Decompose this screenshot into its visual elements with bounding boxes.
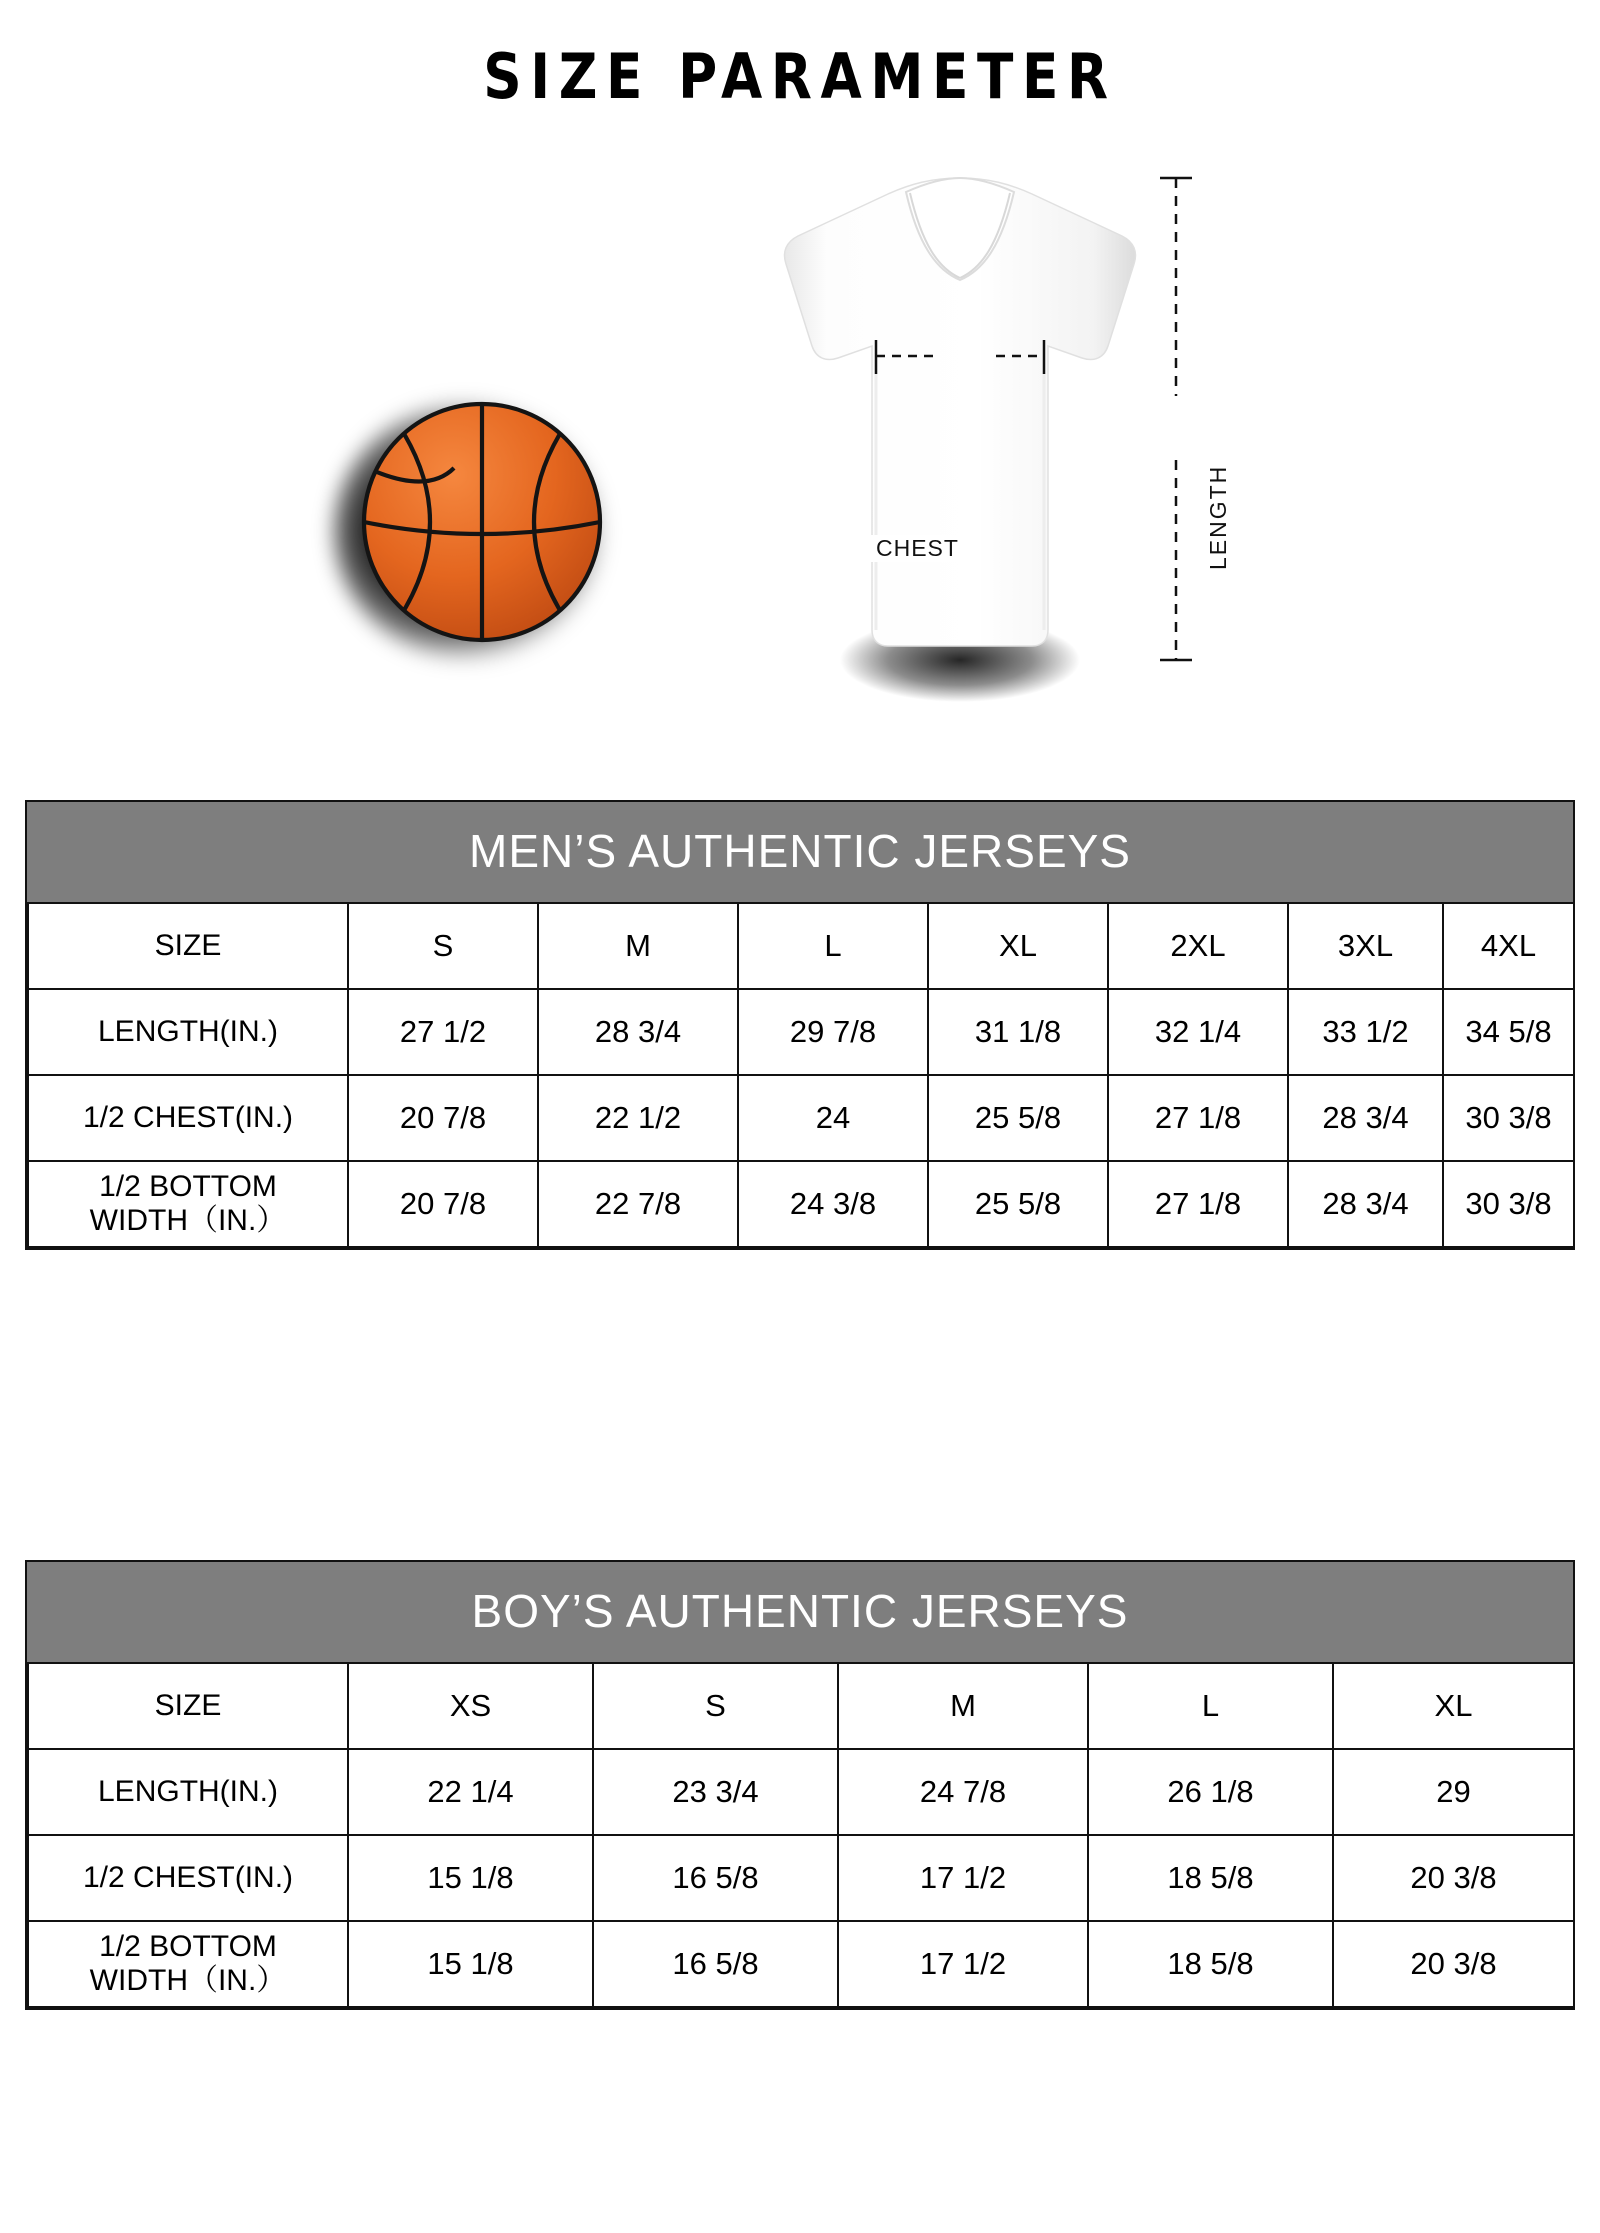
cell: 27 1/8 — [1108, 1161, 1288, 1247]
length-dimension-label: LENGTH — [1205, 464, 1231, 570]
table-row — [28, 1749, 1574, 1835]
cell: 25 5/8 — [928, 1075, 1108, 1161]
row-label-line2: WIDTH（IN.） — [89, 1964, 287, 1997]
cell: 20 7/8 — [348, 1161, 538, 1247]
table-row-header — [28, 903, 1574, 989]
mens-table-grid — [27, 902, 1575, 1248]
jersey-icon — [760, 160, 1160, 740]
basketball-icon — [330, 380, 610, 660]
row-label-half-bottom-width — [28, 1921, 348, 2007]
cell: 22 7/8 — [538, 1161, 738, 1247]
column-header-xs: XS — [348, 1663, 593, 1749]
row-label-half-chest: 1/2 CHEST(IN.) — [28, 1075, 348, 1161]
cell: 22 1/4 — [348, 1749, 593, 1835]
boys-size-table — [25, 1560, 1575, 2010]
column-header-m: M — [538, 903, 738, 989]
cell: 34 5/8 — [1443, 989, 1574, 1075]
page-title: SIZE PARAMETER — [483, 40, 1117, 113]
table-row — [28, 1161, 1574, 1247]
table-row — [28, 989, 1574, 1075]
column-header-3xl: 3XL — [1288, 903, 1443, 989]
cell: 30 3/8 — [1443, 1161, 1574, 1247]
cell: 16 5/8 — [593, 1835, 838, 1921]
table-row — [28, 1075, 1574, 1161]
cell: 16 5/8 — [593, 1921, 838, 2007]
cell: 23 3/4 — [593, 1749, 838, 1835]
row-label-line2: WIDTH（IN.） — [89, 1204, 287, 1237]
row-label-line1: 1/2 BOTTOM — [99, 1930, 277, 1964]
cell: 28 3/4 — [1288, 1161, 1443, 1247]
column-header-s: S — [593, 1663, 838, 1749]
length-measure-line — [1158, 160, 1198, 740]
column-header-2xl: 2XL — [1108, 903, 1288, 989]
column-header-l: L — [738, 903, 928, 989]
illustration-area — [0, 150, 1600, 770]
cell: 24 7/8 — [838, 1749, 1088, 1835]
cell: 29 — [1333, 1749, 1574, 1835]
cell: 30 3/8 — [1443, 1075, 1574, 1161]
column-header-4xl: 4XL — [1443, 903, 1574, 989]
column-header-xl: XL — [1333, 1663, 1574, 1749]
cell: 20 7/8 — [348, 1075, 538, 1161]
row-label-half-bottom-width — [28, 1161, 348, 1247]
row-label-length: LENGTH(IN.) — [28, 1749, 348, 1835]
cell: 31 1/8 — [928, 989, 1108, 1075]
mens-size-table — [25, 800, 1575, 1250]
cell: 17 1/2 — [838, 1835, 1088, 1921]
cell: 26 1/8 — [1088, 1749, 1333, 1835]
basketball-svg — [358, 398, 606, 646]
cell: 17 1/2 — [838, 1921, 1088, 2007]
cell: 27 1/2 — [348, 989, 538, 1075]
row-label-half-chest: 1/2 CHEST(IN.) — [28, 1835, 348, 1921]
cell: 32 1/4 — [1108, 989, 1288, 1075]
cell: 18 5/8 — [1088, 1921, 1333, 2007]
cell: 20 3/8 — [1333, 1921, 1574, 2007]
cell: 15 1/8 — [348, 1835, 593, 1921]
table-row — [28, 1835, 1574, 1921]
jersey-svg — [760, 160, 1160, 740]
cell: 33 1/2 — [1288, 989, 1443, 1075]
column-header-xl: XL — [928, 903, 1108, 989]
table-row-header — [28, 1663, 1574, 1749]
cell: 29 7/8 — [738, 989, 928, 1075]
row-label-line1: 1/2 BOTTOM — [99, 1170, 277, 1204]
cell: 15 1/8 — [348, 1921, 593, 2007]
cell: 22 1/2 — [538, 1075, 738, 1161]
cell: 28 3/4 — [1288, 1075, 1443, 1161]
cell: 20 3/8 — [1333, 1835, 1574, 1921]
cell: 18 5/8 — [1088, 1835, 1333, 1921]
cell: 24 — [738, 1075, 928, 1161]
boys-table-header: BOY’S AUTHENTIC JERSEYS — [27, 1562, 1573, 1662]
cell: 25 5/8 — [928, 1161, 1108, 1247]
column-header-size: SIZE — [28, 1663, 348, 1749]
cell: 27 1/8 — [1108, 1075, 1288, 1161]
column-header-size: SIZE — [28, 903, 348, 989]
mens-table-header: MEN’S AUTHENTIC JERSEYS — [27, 802, 1573, 902]
cell: 24 3/8 — [738, 1161, 928, 1247]
boys-table-grid — [27, 1662, 1575, 2008]
column-header-m: M — [838, 1663, 1088, 1749]
row-label-length: LENGTH(IN.) — [28, 989, 348, 1075]
column-header-l: L — [1088, 1663, 1333, 1749]
column-header-s: S — [348, 903, 538, 989]
chest-dimension-label: CHEST — [870, 535, 965, 562]
cell: 28 3/4 — [538, 989, 738, 1075]
table-row — [28, 1921, 1574, 2007]
